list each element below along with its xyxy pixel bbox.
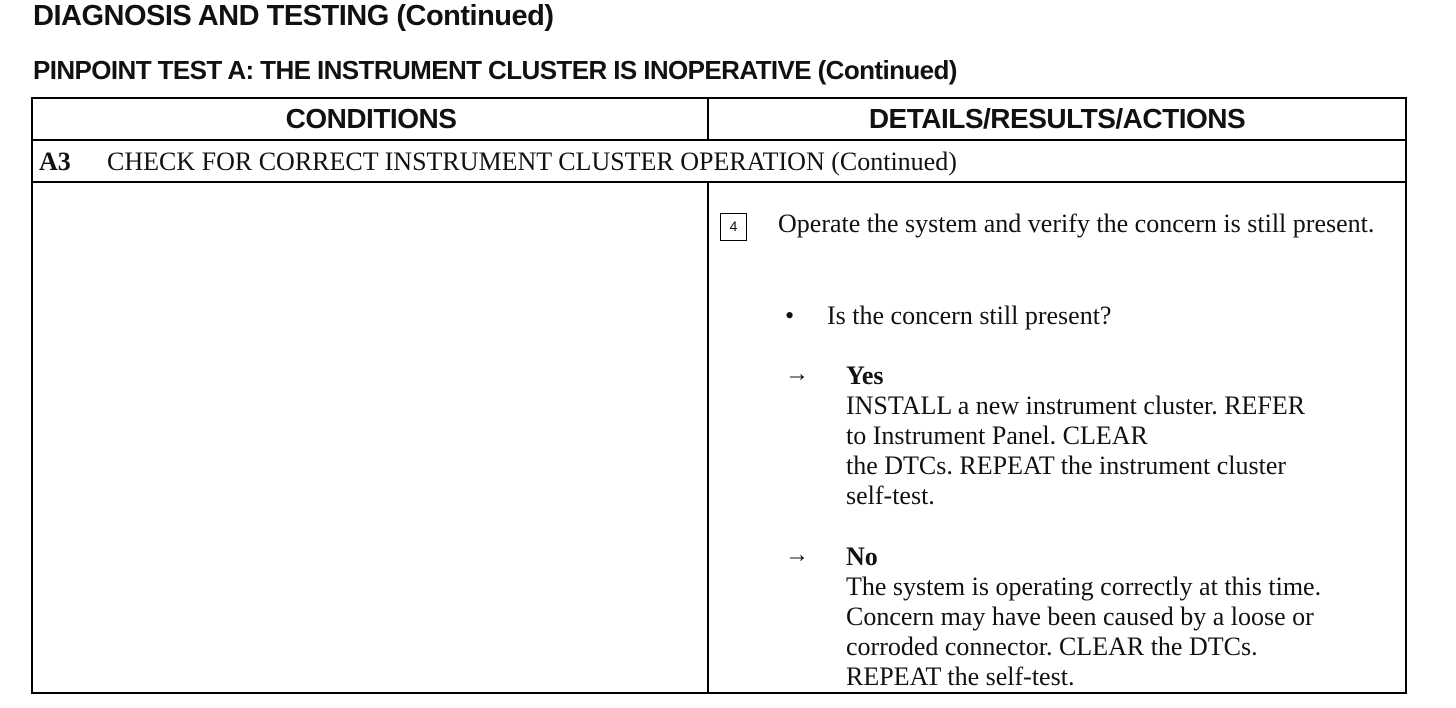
result-no (846, 542, 1406, 692)
bullet-icon: • (785, 301, 795, 330)
result-line: INSTALL a new instrument cluster. REFER (846, 391, 1306, 420)
pinpoint-test-table (31, 97, 1407, 694)
arrow-right-icon: → (785, 542, 809, 568)
step-title: CHECK FOR CORRECT INSTRUMENT CLUSTER OPERATION (Continued) (107, 147, 957, 176)
result-line: the DTCs. REPEAT the instrument cluster (846, 451, 1287, 480)
result-line: Concern may have been caused by a loose or (846, 602, 1314, 631)
result-line: self-test. (846, 481, 935, 510)
section-title: PINPOINT TEST A: THE INSTRUMENT CLUSTER IS INOPERATIVE (Continued) (33, 55, 957, 85)
result-yes (846, 361, 1406, 511)
body-column-divider (707, 181, 709, 692)
result-line: to Instrument Panel. CLEAR (846, 421, 1148, 450)
column-header-conditions: CONDITIONS (285, 103, 457, 134)
result-line: REPEAT the self-test. (846, 662, 1075, 691)
step-code: A3 (39, 147, 71, 176)
result-line: corroded connector. CLEAR the DTCs. (846, 632, 1258, 661)
result-line: The system is operating correctly at this time. (846, 572, 1322, 601)
step-row (39, 145, 957, 179)
result-label: No (846, 542, 878, 571)
column-header-details: DETAILS/RESULTS/ACTIONS (868, 103, 1246, 134)
question-row (785, 301, 1111, 331)
step-number-box: 4 (720, 213, 747, 241)
header-column-divider (707, 99, 709, 139)
result-label: Yes (846, 361, 884, 390)
step-divider (33, 181, 1405, 183)
question-text: Is the concern still present? (827, 301, 1112, 330)
page-title: DIAGNOSIS AND TESTING (Continued) (33, 0, 554, 32)
header-divider (33, 139, 1405, 141)
instruction-text: Operate the system and verify the concern is still present. (778, 209, 1375, 238)
arrow-right-icon: → (785, 361, 809, 387)
